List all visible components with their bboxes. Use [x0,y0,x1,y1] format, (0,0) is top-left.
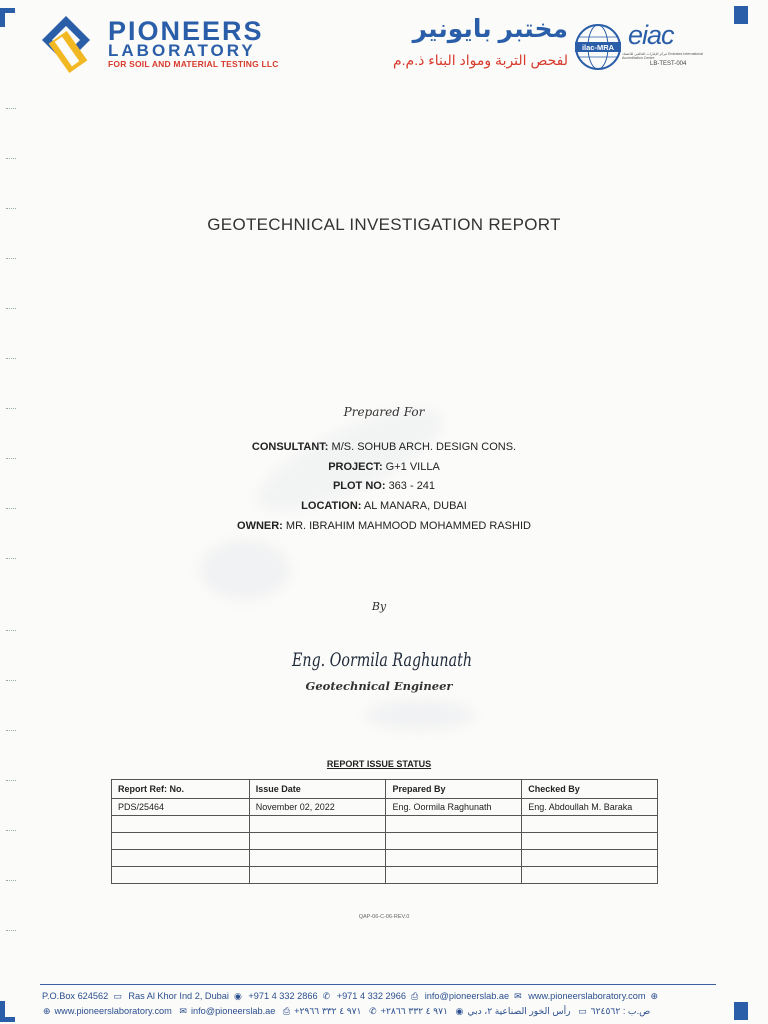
plot-line [0,480,768,492]
footer-website[interactable]: www.pioneerslaboratory.com [528,991,646,1001]
mailbox-icon: ▭ [578,1006,587,1016]
owner-line [0,520,768,532]
plot-key: PLOT NO: [332,480,386,492]
corner-mark-bottom-right [734,1002,748,1020]
footer-pobox-arabic: ص.ب : ٦٢٤٥٦٢ [590,1006,651,1016]
owner-value: MR. IBRAHIM MAHMOOD MOHAMMED RASHID [285,520,531,532]
footer-row-arabic [42,1006,718,1017]
location-pin-icon: ◉ [455,1006,464,1016]
project-line [0,461,768,473]
brand-subtitle-arabic: لفحص التربة ومواد البناء ذ.م.م [392,52,568,68]
table-cell: November 02, 2022 [249,799,386,816]
table-cell [386,850,522,867]
report-title: GEOTECHNICAL INVESTIGATION REPORT [207,215,561,234]
scan-smudge [365,700,475,730]
table-cell [112,816,250,833]
report-issue-status-table [111,779,658,884]
table-cell [386,816,522,833]
phone-icon: ✆ [369,1006,377,1016]
footer-website-2[interactable]: www.pioneerslaboratory.com [54,1006,172,1016]
brand-name: PIONEERS [108,16,264,46]
corner-mark-bottom-left [0,1001,15,1022]
table-cell: PDS/25464 [112,799,250,816]
envelope-icon: ✉ [514,991,522,1001]
brand-subtitle: FOR SOIL AND MATERIAL TESTING LLC [108,59,279,69]
footer-fax: +971 4 332 2966 [336,991,406,1001]
table-cell [386,867,522,884]
pioneers-logo-icon [40,14,92,76]
margin-tick [6,780,16,782]
owner-key: OWNER: [237,520,283,532]
table-row [112,816,658,833]
engineer-signature [290,640,480,676]
table-header-cell: Checked By [522,780,658,799]
margin-tick [6,308,16,310]
table-row [112,850,658,867]
table-row [112,833,658,850]
footer-fax-arabic: +٩٧١ ٤ ٣٣٢ ٢٩٦٦ [294,1006,362,1016]
table-cell [522,867,658,884]
table-cell [112,850,250,867]
table-cell [249,833,386,850]
table-header-cell: Issue Date [249,780,386,799]
margin-tick [6,630,16,632]
eiac-description: مركز الإمارات العالمي للاعتماد Emirates International Accreditation Centre [622,52,704,60]
location-value: AL MANARA, DUBAI [363,500,467,512]
location-line [0,500,768,512]
fax-icon: ⎙ [282,1006,291,1016]
globe-icon: ⊕ [650,991,659,1001]
location-key: LOCATION: [301,500,362,512]
corner-mark-top-left [0,8,15,27]
table-row [112,867,658,884]
form-code: QAP-06-C-06-REV.0 [358,914,410,920]
margin-tick [6,930,16,932]
footer-address-arabic: رأس الخور الصناعية ٢، دبي [467,1006,571,1016]
eiac-accreditation-code: LB-TEST-004 [650,61,687,67]
margin-tick [6,108,16,110]
corner-mark-top-right [734,6,748,24]
consultant-line [0,441,768,453]
table-cell [522,850,658,867]
margin-tick [6,880,16,882]
margin-tick [6,358,16,360]
globe-icon: ⊕ [43,1006,51,1016]
mailbox-icon: ▭ [113,991,122,1001]
table-cell [249,850,386,867]
brand-name-arabic: مختبر بايونير [412,15,568,43]
table-cell: Eng. Abdoullah M. Baraka [522,799,658,816]
project-key: PROJECT: [328,461,383,473]
table-cell [249,867,386,884]
margin-tick [6,730,16,732]
table-cell: Eng. Oormila Raghunath [386,799,522,816]
footer-address: Ras Al Khor Ind 2, Dubai [128,991,229,1001]
footer-phone-arabic: +٩٧١ ٤ ٣٣٢ ٢٨٦٦ [380,1006,448,1016]
footer-email-2[interactable]: info@pioneerslab.ae [190,1006,276,1016]
table-cell [522,833,658,850]
margin-tick [6,158,16,160]
footer-email[interactable]: info@pioneerslab.ae [424,991,510,1001]
footer-divider [40,984,716,985]
location-pin-icon: ◉ [233,991,242,1001]
table-header-cell: Report Ref: No. [112,780,250,799]
fax-icon: ⎙ [410,991,419,1001]
engineer-role: Geotechnical Engineer [305,679,453,693]
margin-tick [6,258,16,260]
ilac-mra-logo [574,23,622,71]
phone-icon: ✆ [322,991,331,1001]
envelope-icon: ✉ [179,1006,187,1016]
footer-phone: +971 4 332 2866 [248,991,318,1001]
report-issue-status-heading: REPORT ISSUE STATUS [326,759,432,769]
table-header-cell: Prepared By [386,780,522,799]
prepared-for-label: Prepared For [343,405,425,419]
margin-tick [6,208,16,210]
ilac-logo-text: ilac-MRA [581,43,615,52]
margin-tick [6,458,16,460]
by-label: By [371,600,387,613]
table-cell [112,833,250,850]
margin-tick [6,558,16,560]
consultant-value: M/S. SOHUB ARCH. DESIGN CONS. [331,441,517,453]
signature-text: Eng. Oormila Raghunath [291,649,472,671]
eiac-logo-text: eiac [628,20,674,50]
plot-value: 363 - 241 [388,480,436,492]
table-cell [112,867,250,884]
scan-smudge [200,540,290,600]
margin-tick [6,830,16,832]
brand-laboratory: LABORATORY [108,41,256,60]
footer-pobox: P.O.Box 624562 [42,991,109,1001]
footer-row-english [42,991,718,1002]
table-cell [522,816,658,833]
table-row [112,799,658,816]
table-cell [249,816,386,833]
table-cell [386,833,522,850]
project-value: G+1 VILLA [385,461,440,473]
table-header-row [112,780,658,799]
consultant-key: CONSULTANT: [251,441,329,453]
